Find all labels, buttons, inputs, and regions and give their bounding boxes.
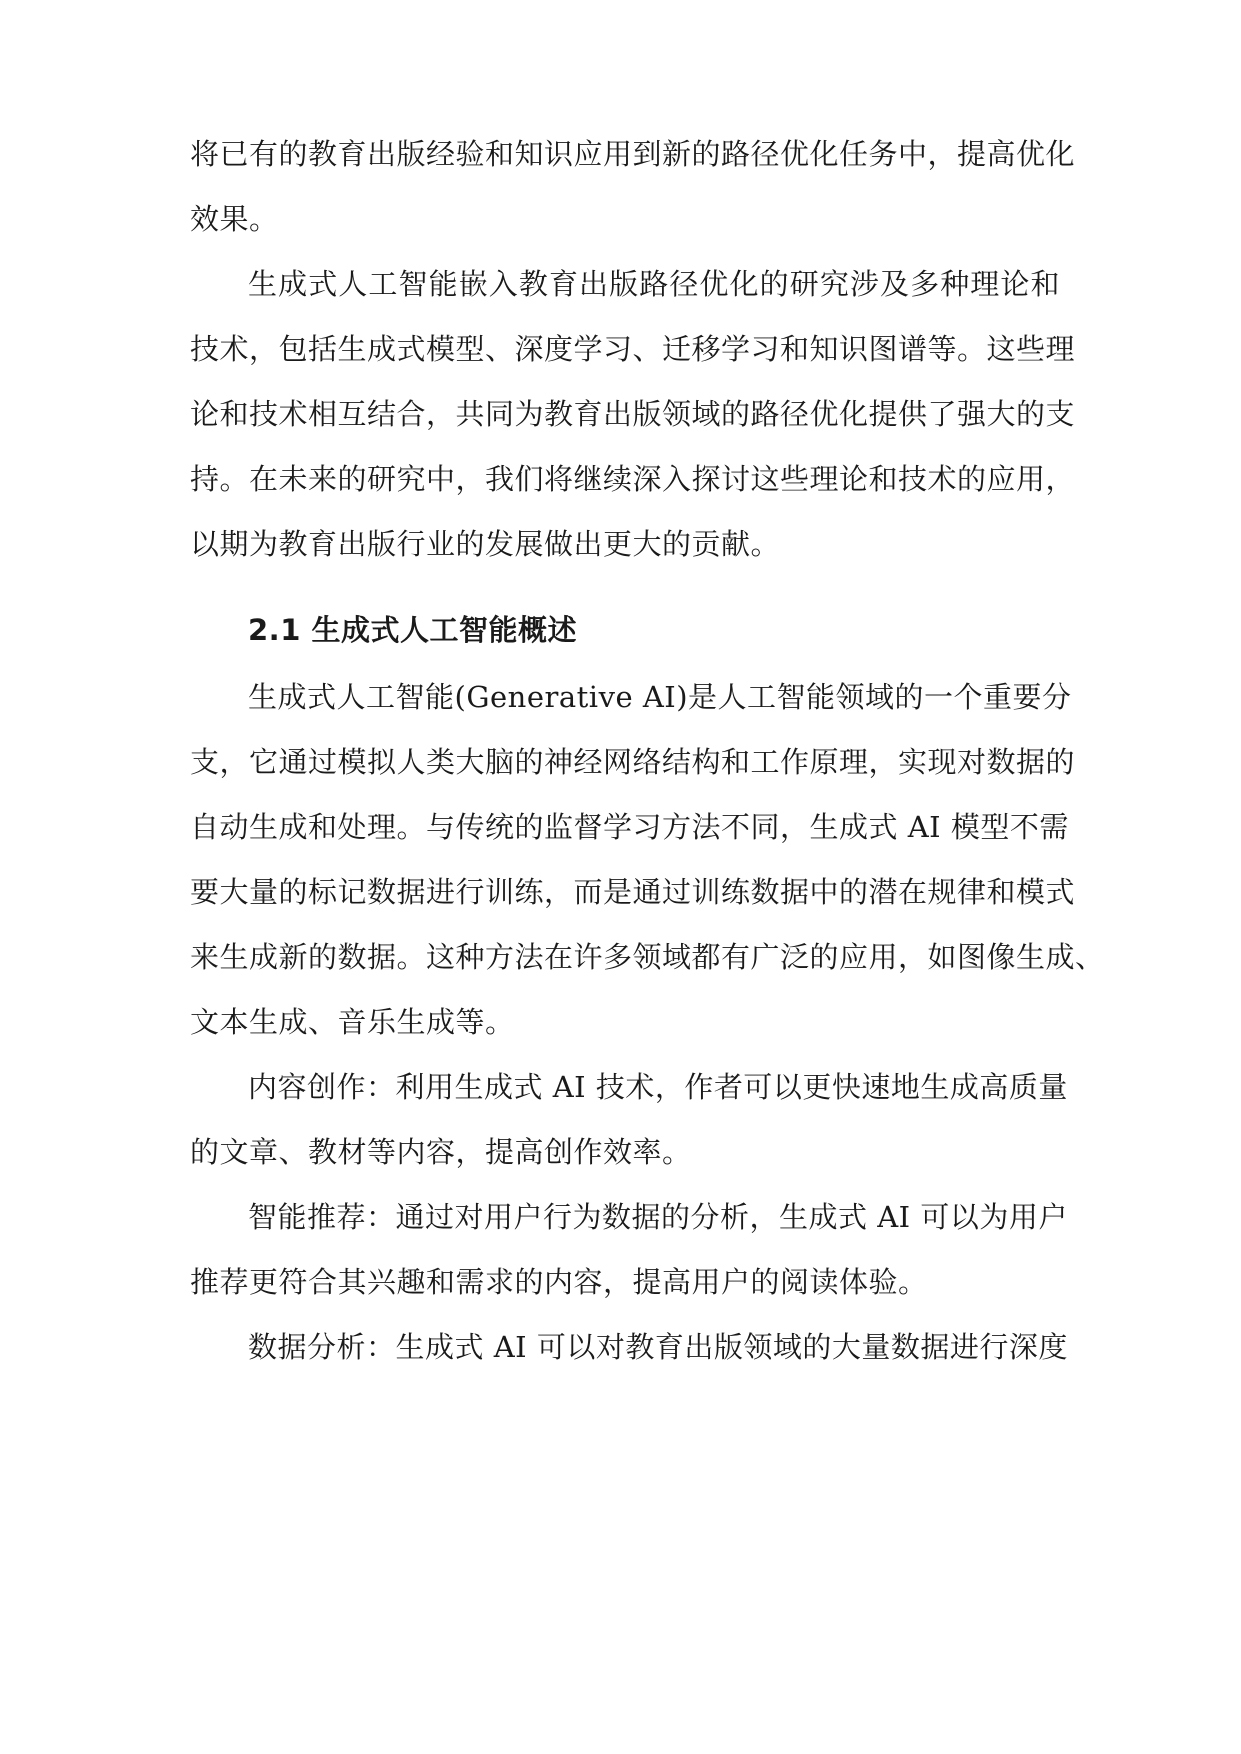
paragraph-line: 的文章、教材等内容，提高创作效率。 xyxy=(190,1135,692,1169)
paragraph-line: 内容创作：利用生成式 AI 技术，作者可以更快速地生成高质量 xyxy=(248,1070,1068,1104)
paragraph-line: 论和技术相互结合，共同为教育出版领域的路径优化提供了强大的支 xyxy=(190,397,1076,431)
section-heading: 2.1 生成式人工智能概述 xyxy=(248,613,577,647)
paragraph-line: 生成式人工智能(Generative AI)是人工智能领域的一个重要分 xyxy=(248,680,1072,714)
paragraph-line: 自动生成和处理。与传统的监督学习方法不同，生成式 AI 模型不需 xyxy=(190,810,1069,844)
paragraph-line: 效果。 xyxy=(190,202,279,236)
paragraph-line: 支，它通过模拟人类大脑的神经网络结构和工作原理，实现对数据的 xyxy=(190,745,1076,779)
paragraph-line: 生成式人工智能嵌入教育出版路径优化的研究涉及多种理论和 xyxy=(248,267,1060,301)
paragraph-line: 以期为教育出版行业的发展做出更大的贡献。 xyxy=(190,527,781,561)
paragraph-line: 数据分析：生成式 AI 可以对教育出版领域的大量数据进行深度 xyxy=(248,1330,1068,1364)
paragraph-line: 要大量的标记数据进行训练，而是通过训练数据中的潜在规律和模式 xyxy=(190,875,1076,909)
paragraph-line: 技术，包括生成式模型、深度学习、迁移学习和知识图谱等。这些理 xyxy=(190,332,1076,366)
paragraph-line: 来生成新的数据。这种方法在许多领域都有广泛的应用，如图像生成、 xyxy=(190,940,1105,974)
paragraph-line: 将已有的教育出版经验和知识应用到新的路径优化任务中，提高优化 xyxy=(190,137,1076,171)
paragraph-line: 推荐更符合其兴趣和需求的内容，提高用户的阅读体验。 xyxy=(190,1265,928,1299)
paragraph-line: 智能推荐：通过对用户行为数据的分析，生成式 AI 可以为用户 xyxy=(248,1200,1068,1234)
paragraph-line: 文本生成、音乐生成等。 xyxy=(190,1005,515,1039)
paragraph-line: 持。在未来的研究中，我们将继续深入探讨这些理论和技术的应用， xyxy=(190,462,1076,496)
